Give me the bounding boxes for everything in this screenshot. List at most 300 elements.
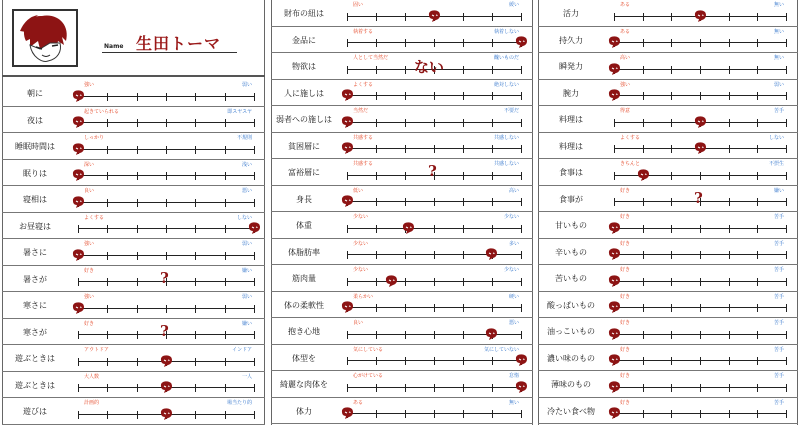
name-label: Name [104, 43, 124, 50]
scale-row [538, 318, 798, 345]
scale-tick [700, 357, 701, 365]
scale-marker-icon [400, 220, 416, 239]
scale-tick [376, 145, 377, 153]
scale-tick [225, 384, 226, 392]
name-underline [102, 52, 237, 53]
scale-tick [757, 172, 758, 180]
scale-question: 油っこいもの [547, 327, 595, 337]
scale-marker-icon [606, 405, 622, 424]
scale-tick [786, 198, 787, 206]
scale-tick [225, 93, 226, 101]
scale-left-label: 執着する [353, 28, 374, 35]
scale-tick [434, 39, 435, 47]
scale-tick [107, 172, 108, 180]
scale-track [347, 228, 521, 229]
scale-question: 持久力 [559, 35, 583, 45]
scale-track [614, 69, 786, 70]
scale-tick [643, 13, 644, 21]
scale-left-label: 好き [620, 320, 631, 326]
scale-left-label: 心がけている [353, 373, 384, 379]
scale-tick [376, 384, 377, 392]
scale-tick [757, 331, 758, 339]
scale-tick [463, 304, 464, 312]
scale-tick [347, 172, 348, 180]
scale-tick [643, 384, 644, 392]
scale-tick [78, 331, 79, 339]
scale-row [271, 265, 533, 292]
scale-question: 体重 [296, 221, 312, 231]
scale-marker-icon [70, 194, 86, 213]
scale-tick [700, 92, 701, 100]
scale-tick [195, 278, 196, 286]
scale-tick [376, 410, 377, 418]
scale-row [271, 133, 533, 160]
scale-tick [729, 357, 730, 365]
scale-question: 遊びは [23, 407, 47, 417]
scale-left-label: 柔らかい [353, 293, 374, 300]
scale-marker-icon [70, 167, 86, 186]
scale-tick [434, 331, 435, 339]
scale-right-label: 苦手 [773, 320, 784, 326]
scale-left-label: 少ない [353, 240, 369, 247]
scale-tick [376, 13, 377, 21]
scale-right-label: 高い [508, 187, 519, 194]
scale-tick [137, 172, 138, 180]
scale-tick [254, 252, 255, 260]
scale-tick [729, 39, 730, 47]
scale-tick [434, 198, 435, 206]
scale-tick [643, 410, 644, 418]
scale-question: 活力 [563, 9, 579, 19]
scale-tick [225, 278, 226, 286]
scale-marker-icon [158, 353, 174, 372]
scale-tick [405, 331, 406, 339]
scale-tick [107, 225, 108, 233]
scale-tick [786, 410, 787, 418]
scale-marker-icon [483, 326, 499, 345]
scale-question: 人に施しは [284, 88, 324, 98]
scale-tick [521, 172, 522, 180]
scale-tick [137, 305, 138, 313]
scale-right-label: 苦手 [773, 267, 784, 273]
scale-tick [757, 304, 758, 312]
scale-marker-icon [70, 88, 86, 107]
scale-tick [78, 358, 79, 366]
scale-row [538, 239, 798, 266]
scale-track [78, 122, 254, 123]
scale-tick [376, 119, 377, 127]
scale-marker-icon [70, 141, 86, 160]
scale-right-label: 苦手 [773, 399, 784, 406]
scale-question: お昼寝は [19, 221, 51, 231]
scale-question: 料理は [559, 115, 583, 125]
scale-tick [405, 13, 406, 21]
scale-tick [492, 92, 493, 100]
scale-tick [225, 411, 226, 419]
scale-question: 寝相は [23, 195, 47, 205]
scale-tick [671, 13, 672, 21]
scale-right-label: 醜いものだ [493, 55, 519, 61]
scale-tick [521, 225, 522, 233]
scale-tick [614, 145, 615, 153]
scale-tick [376, 331, 377, 339]
scale-tick [434, 384, 435, 392]
scale-tick [521, 278, 522, 286]
scale-left-label: 高い [620, 55, 631, 61]
scale-tick [671, 384, 672, 392]
scale-tick [225, 225, 226, 233]
scale-row [2, 80, 265, 107]
scale-tick [254, 172, 255, 180]
scale-right-label: 苦手 [773, 293, 784, 300]
scale-question: 綺麗な肉体を [280, 380, 328, 390]
scale-tick [166, 93, 167, 101]
scale-tick [729, 225, 730, 233]
scale-right-label: 悪い [241, 188, 252, 194]
scale-tick [492, 119, 493, 127]
scale-tick [137, 146, 138, 154]
scale-tick [492, 145, 493, 153]
scale-row [2, 186, 265, 213]
scale-tick [671, 39, 672, 47]
scale-tick [405, 119, 406, 127]
scale-left-label: 共感する [353, 161, 374, 167]
scale-tick [225, 305, 226, 313]
scale-tick [671, 172, 672, 180]
scale-row [538, 186, 798, 213]
scale-tick [463, 278, 464, 286]
scale-track [614, 387, 786, 388]
scale-track [347, 42, 521, 43]
scale-tick [463, 66, 464, 74]
scale-tick [166, 305, 167, 313]
scale-tick [492, 172, 493, 180]
scale-row [2, 133, 265, 160]
scale-tick [254, 146, 255, 154]
scale-tick [434, 304, 435, 312]
scale-tick [195, 172, 196, 180]
scale-marker-icon [606, 61, 622, 80]
scale-tick [195, 411, 196, 419]
scale-tick [195, 305, 196, 313]
scale-left-label: 人として当然だ [353, 55, 389, 61]
scale-question: 寒さが [23, 327, 47, 337]
scale-tick [729, 278, 730, 286]
scale-tick [405, 357, 406, 365]
scale-marker-icon [339, 114, 355, 133]
scale-tick [166, 119, 167, 127]
scale-tick [434, 145, 435, 153]
scale-row [271, 292, 533, 319]
scale-tick [729, 410, 730, 418]
scale-right-label: 絶対しない [493, 81, 519, 88]
scale-right-label: 少ない [503, 267, 519, 273]
scale-tick [757, 357, 758, 365]
scale-tick [492, 225, 493, 233]
scale-tick [434, 357, 435, 365]
scale-right-label: 気にしていない [483, 346, 519, 353]
scale-tick [700, 39, 701, 47]
scale-tick [405, 66, 406, 74]
scale-tick [757, 384, 758, 392]
scale-tick [195, 119, 196, 127]
scale-right-label: 無い [773, 55, 784, 61]
scale-question: 身長 [296, 194, 312, 204]
scale-tick [671, 251, 672, 259]
scale-tick [700, 331, 701, 339]
scale-tick [254, 199, 255, 207]
scale-tick [434, 410, 435, 418]
scale-tick [434, 92, 435, 100]
scale-left-label: 強い [84, 294, 95, 300]
scale-tick [195, 358, 196, 366]
scale-tick [225, 119, 226, 127]
scale-tick [463, 384, 464, 392]
scale-right-label: 共感しない [493, 161, 519, 167]
scale-question: 抱き心地 [288, 327, 320, 337]
scale-row [2, 239, 265, 266]
scale-tick [376, 225, 377, 233]
scale-track [614, 228, 786, 229]
scale-track [78, 228, 254, 229]
scale-right-label: 苦手 [773, 240, 784, 247]
scale-marker-icon [383, 273, 399, 292]
scale-right-label: 一人 [241, 373, 252, 380]
scale-question: 薄味のもの [551, 380, 591, 390]
scale-tick [786, 278, 787, 286]
scale-tick [107, 411, 108, 419]
scale-tick [643, 251, 644, 259]
scale-row [538, 27, 798, 54]
scale-tick [405, 39, 406, 47]
scale-tick [107, 119, 108, 127]
scale-left-label: 少ない [353, 267, 369, 273]
scale-marker-icon [606, 34, 622, 53]
scale-question: 遊ぶときは [15, 380, 55, 390]
scale-track [614, 307, 786, 308]
scale-tick [492, 66, 493, 74]
scale-tick [786, 331, 787, 339]
scale-marker-icon [606, 352, 622, 371]
scale-row [271, 27, 533, 54]
scale-question: 辛いもの [555, 247, 587, 257]
scale-left-label: 好き [620, 346, 631, 353]
scale-track [614, 95, 786, 96]
scale-track [347, 360, 521, 361]
scale-row [538, 398, 798, 425]
scale-track [347, 201, 521, 202]
scale-marker-icon [339, 87, 355, 106]
scale-marker-icon [606, 379, 622, 398]
scale-tick [671, 225, 672, 233]
scale-tick [700, 66, 701, 74]
scale-row [538, 212, 798, 239]
scale-tick [700, 278, 701, 286]
scale-tick [347, 251, 348, 259]
scale-left-label: 強い [84, 82, 95, 88]
scale-tick [492, 304, 493, 312]
scale-tick [729, 66, 730, 74]
scale-tick [254, 358, 255, 366]
scale-tick [492, 357, 493, 365]
scale-right-label: 苦手 [773, 346, 784, 353]
scale-left-label: 好き [620, 373, 631, 379]
scale-row [271, 159, 533, 186]
scale-right-label: 弱い [773, 81, 784, 88]
scale-tick [700, 304, 701, 312]
scale-tick [757, 92, 758, 100]
scale-marker-icon [606, 220, 622, 239]
scale-question: 財布の紐は [284, 9, 324, 19]
scale-right-label: 苦手 [773, 373, 784, 379]
scale-marker-icon [606, 273, 622, 292]
scale-track [78, 149, 254, 150]
scale-tick [405, 92, 406, 100]
scale-tick [347, 384, 348, 392]
scale-tick [463, 198, 464, 206]
scale-right-label: しない [768, 134, 784, 141]
scale-right-label: 嫌い [773, 187, 784, 194]
scale-tick [107, 331, 108, 339]
scale-tick [405, 172, 406, 180]
scale-marker-icon [246, 220, 262, 239]
scale-question: 暑さに [23, 248, 47, 258]
scale-answer-mark: ? [160, 321, 169, 340]
scale-tick [137, 225, 138, 233]
scale-track [78, 175, 254, 176]
scale-left-label: ある [620, 28, 631, 35]
scale-tick [137, 411, 138, 419]
scale-question: 体型を [292, 353, 316, 363]
scale-right-label: 怠惰 [508, 373, 519, 379]
scale-left-label: 当然だ [353, 108, 369, 114]
scale-marker-icon [606, 87, 622, 106]
scale-tick [376, 92, 377, 100]
scale-row [2, 160, 265, 187]
scale-track [614, 254, 786, 255]
scale-tick [643, 304, 644, 312]
scale-tick [78, 384, 79, 392]
scale-marker-icon [158, 406, 174, 425]
scale-left-label: 大人数 [84, 373, 100, 380]
scale-tick [137, 119, 138, 127]
scale-right-label: 嫌い [241, 267, 252, 274]
scale-tick [376, 304, 377, 312]
scale-left-label: 良い [84, 188, 95, 194]
scale-right-label: 嫌い [241, 320, 252, 327]
scale-tick [195, 93, 196, 101]
scale-tick [521, 66, 522, 74]
scale-tick [521, 410, 522, 418]
scale-marker-icon [606, 246, 622, 265]
scale-track [78, 255, 254, 256]
scale-tick [521, 92, 522, 100]
scale-tick [137, 93, 138, 101]
scale-left-label: 強い [620, 81, 631, 88]
scale-left-label: ある [620, 2, 631, 8]
scale-tick [643, 39, 644, 47]
scale-tick [700, 225, 701, 233]
scale-tick [376, 198, 377, 206]
scale-tick [671, 278, 672, 286]
scale-tick [757, 410, 758, 418]
scale-tick [463, 251, 464, 259]
scale-tick [729, 304, 730, 312]
scale-tick [225, 331, 226, 339]
scale-tick [643, 198, 644, 206]
scale-tick [434, 225, 435, 233]
scale-left-label: 深い [84, 161, 95, 168]
scale-track [614, 334, 786, 335]
scale-row [2, 266, 265, 293]
scale-tick [786, 39, 787, 47]
scale-tick [347, 39, 348, 47]
profile-header [2, 0, 265, 77]
scale-tick [107, 305, 108, 313]
scale-right-label: 弱い [241, 241, 252, 247]
scale-tick [166, 252, 167, 260]
scale-row [538, 106, 798, 133]
scale-marker-icon [606, 326, 622, 345]
scale-tick [729, 251, 730, 259]
scale-tick [463, 357, 464, 365]
scale-row [538, 80, 798, 107]
scale-tick [107, 358, 108, 366]
scale-tick [434, 251, 435, 259]
scale-row [271, 318, 533, 345]
scale-right-label: 無い [773, 2, 784, 8]
scale-marker-icon [339, 405, 355, 424]
scale-tick [700, 410, 701, 418]
scale-tick [729, 384, 730, 392]
scale-row [538, 0, 798, 27]
scale-right-label: 共感しない [493, 134, 519, 141]
scale-tick [347, 278, 348, 286]
scale-track [347, 95, 521, 96]
scale-tick [786, 172, 787, 180]
scale-left-label: 共感する [353, 134, 374, 141]
scale-tick [643, 225, 644, 233]
scale-row [2, 319, 265, 346]
scale-tick [347, 357, 348, 365]
scale-tick [347, 331, 348, 339]
scale-tick [757, 66, 758, 74]
scale-tick [347, 66, 348, 74]
scale-tick [195, 146, 196, 154]
scale-right-label: 多い [508, 240, 519, 247]
scale-tick [195, 331, 196, 339]
scale-tick [137, 199, 138, 207]
scale-tick [729, 172, 730, 180]
scale-track [347, 413, 521, 414]
scale-tick [137, 331, 138, 339]
scale-row [271, 345, 533, 372]
scale-row [271, 239, 533, 266]
scale-tick [405, 278, 406, 286]
scale-question: 冷たい食べ物 [547, 406, 595, 416]
scale-tick [729, 119, 730, 127]
scale-left-label: 好き [620, 399, 631, 406]
scale-marker-icon [513, 379, 529, 398]
scale-marker-icon [339, 140, 355, 159]
scale-tick [434, 278, 435, 286]
scale-tick [137, 384, 138, 392]
scale-answer-mark: ? [160, 268, 169, 287]
scale-tick [107, 278, 108, 286]
scale-marker-icon [426, 8, 442, 27]
scale-tick [463, 410, 464, 418]
scale-tick [463, 13, 464, 21]
